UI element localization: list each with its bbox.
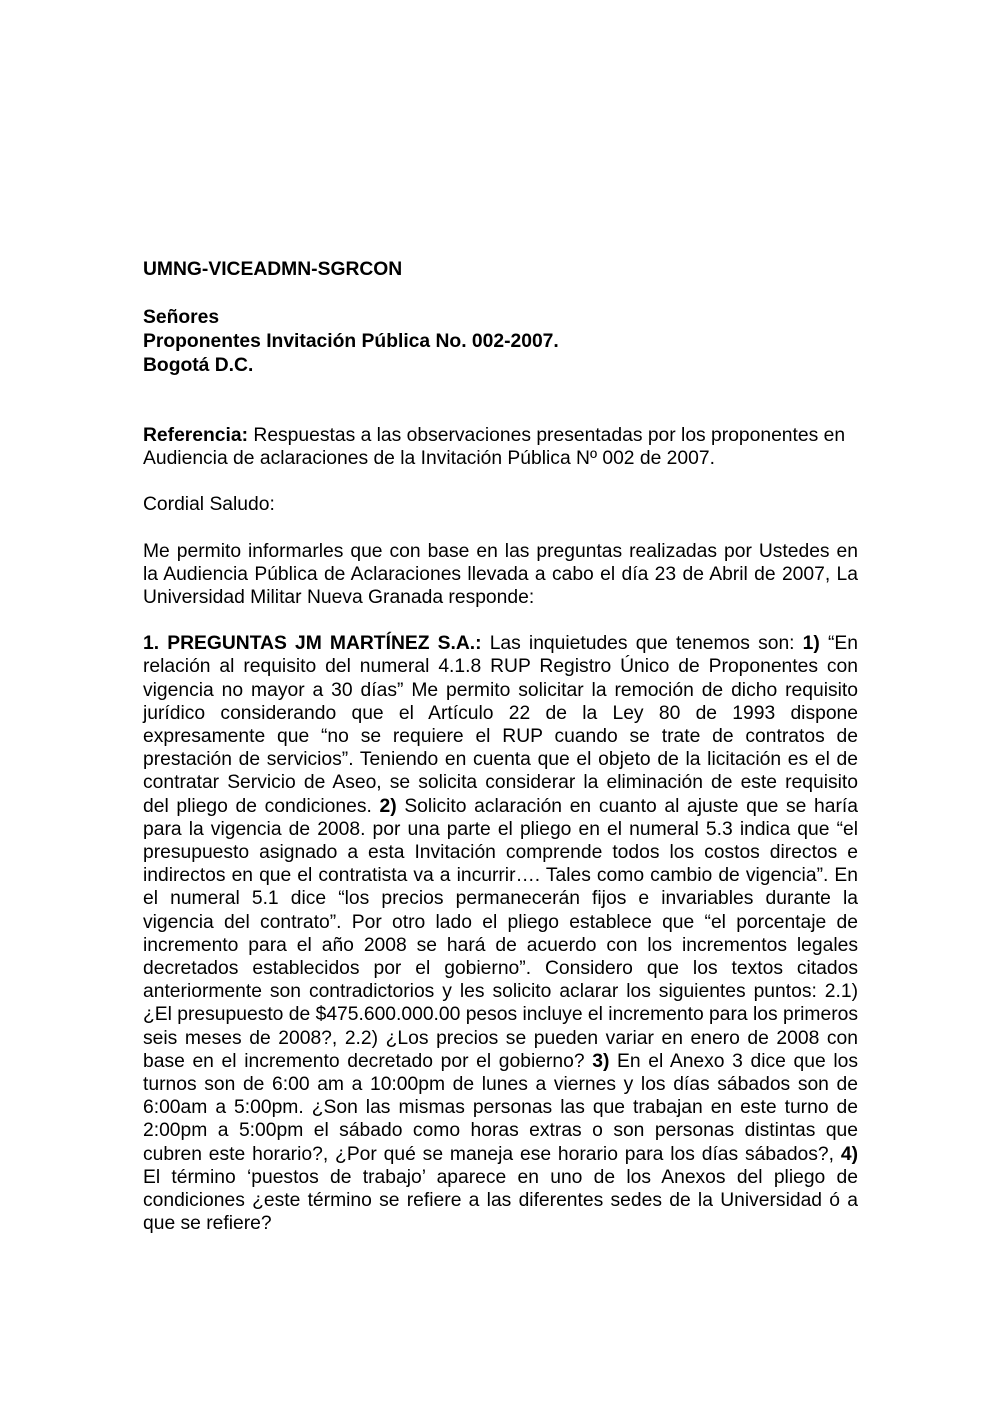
question-2-text: Solicito aclaración en cuanto al ajuste que se haría para la vigencia de 2008. por una parte el pliego en el numeral 5.3 indica que “el presupuesto asignado a esta Invitación comprende todos los costos directos e indirectos en que el contratista va a incurrir…. Tales como cambio de vigencia”. En el numeral 5.1 dice “los precios permanecerán fijos e invariables durante la vigencia del contrato”. Por otro lado el pliego establece que “el porcentaje de incremento para el año 2008 se hará de acuerdo con los incrementos legales decretados establecidos por el gobierno”. Considero que los textos citados anteriormente son contradictorios y les solicito aclarar los siguientes puntos: 2.1) ¿El presupuesto de $475.600.000.00 pesos incluye el incremento para los primeros seis meses de 2008?, 2.2) ¿Los precios se pueden variar en enero de 2008 con base en el incremento decretado por el gobierno?: [143, 795, 858, 1072]
question-marker-4: 4): [840, 1143, 858, 1165]
addressee-city: Bogotá D.C.: [143, 355, 254, 376]
reference-paragraph: [143, 424, 858, 470]
section-1-heading: 1. PREGUNTAS JM MARTÍNEZ S.A.:: [143, 633, 482, 655]
addressee-block: [143, 306, 858, 378]
reference-label: Referencia:: [143, 425, 249, 446]
question-marker-1: 1): [802, 633, 820, 655]
section-1-paragraph: [143, 632, 858, 1235]
question-marker-2: 2): [379, 795, 397, 817]
question-marker-3: 3): [592, 1050, 610, 1072]
question-4-text: El término ‘puestos de trabajo’ aparece en uno de los Anexos del pliego de condiciones ¿este término se refiere a las diferentes sedes de la Universidad ó a que se refiere?: [143, 1166, 858, 1235]
intro-paragraph: Me permito informarles que con base en las preguntas realizadas por Ustedes en la Audiencia Pública de Aclaraciones llevada a cabo el día 23 de Abril de 2007, La Universidad Militar Nueva Granada responde:: [143, 540, 858, 609]
addressee-salutation: Señores: [143, 307, 220, 328]
greeting: Cordial Saludo:: [143, 494, 275, 516]
reference-code: UMNG-VICEADMN-SGRCON: [143, 259, 403, 280]
reference-text: Respuestas a las observaciones presentadas por los proponentes en Audiencia de aclaraciones de la Invitación Pública Nº 002 de 2007.: [143, 425, 846, 470]
section-1-text: Las inquietudes que tenemos son:: [481, 633, 803, 655]
question-1-text: “En relación al requisito del numeral 4.1.8 RUP Registro Único de Proponentes con vigencia no mayor a 30 días” Me permito solicitar la remoción de dicho requisito jurídico considerando que el Artículo 22 de la Ley 80 de 1993 dispone expresamente que “no se requiere el RUP cuando se trate de contratos de prestación de servicios”. Teniendo en cuenta que el objeto de la licitación es el de contratar Servicio de Aseo, se solicita considerar la eliminación de este requisito del pliego de condiciones.: [143, 633, 858, 817]
document-page: [143, 258, 858, 1236]
question-3-text: En el Anexo 3 dice que los turnos son de 6:00 am a 10:00pm de lunes a viernes y los días sábados son de 6:00am a 5:00pm. ¿Son las mismas personas las que trabajan en este turno de 2:00pm a 5:00pm el sábado como horas extras o son personas distintas que cubren este horario?, ¿Por qué se maneja ese horario para los días sábados?,: [143, 1050, 859, 1165]
addressee-recipients: Proponentes Invitación Pública No. 002-2007.: [143, 331, 559, 352]
